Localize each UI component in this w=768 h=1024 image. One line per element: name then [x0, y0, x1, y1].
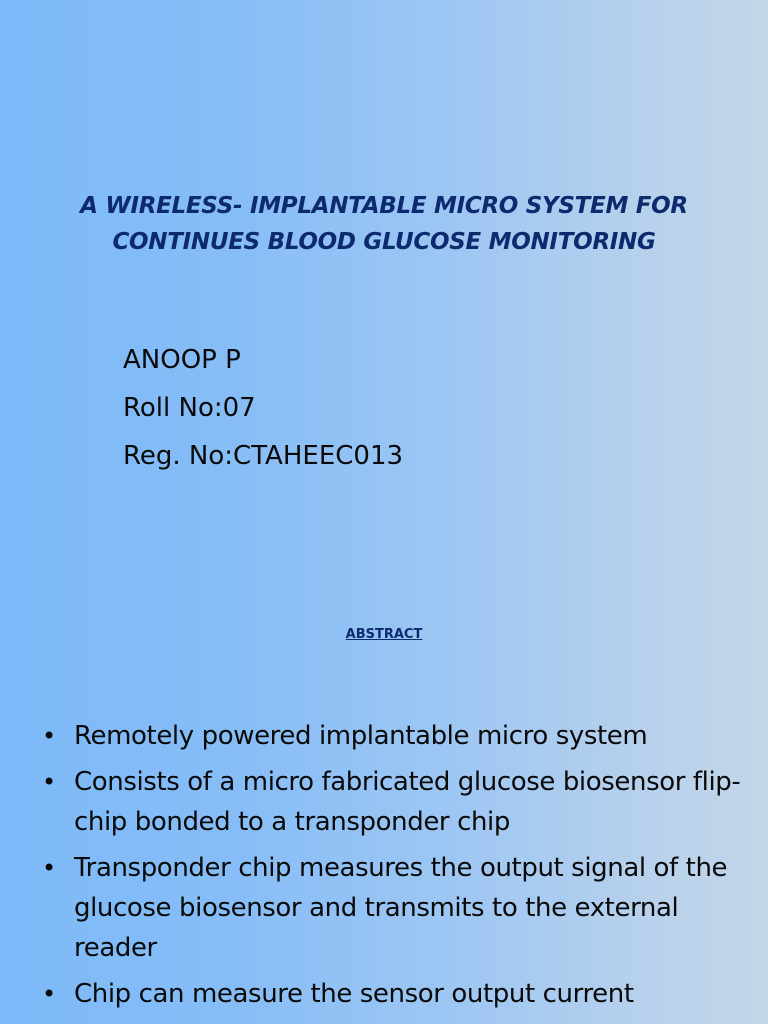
abstract-bullet-list: [42, 716, 742, 1020]
bullet-icon: •: [42, 980, 56, 1008]
abstract-heading: ABSTRACT: [345, 627, 423, 642]
bullet-text: Consists of a micro fabricated glucose biosensor flip-chip bonded to a transponder chip: [74, 767, 741, 837]
author-name: ANOOP P: [123, 345, 241, 375]
bullet-icon: •: [42, 722, 56, 750]
bullet-item: [42, 762, 742, 842]
bullet-text: Remotely powered implantable micro system: [74, 721, 648, 751]
bullet-text: Transponder chip measures the output signal of the glucose biosensor and transmits to the external reader: [74, 853, 728, 963]
bullet-item: [42, 716, 742, 756]
registration-number: Reg. No:CTAHEEC013: [123, 441, 404, 471]
roll-number: Roll No:07: [123, 393, 256, 423]
slide-title-line-2: CONTINUES BLOOD GLUCOSE MONITORING: [112, 229, 656, 255]
bullet-item: [42, 974, 742, 1014]
bullet-icon: •: [42, 854, 56, 882]
author-info: [123, 336, 403, 480]
bullet-item: [42, 848, 742, 968]
slide-title-line-1: A WIRELESS- IMPLANTABLE MICRO SYSTEM FOR: [80, 193, 688, 219]
slide-title: [30, 188, 738, 260]
bullet-icon: •: [42, 768, 56, 796]
bullet-text: Chip can measure the sensor output current: [74, 979, 634, 1009]
